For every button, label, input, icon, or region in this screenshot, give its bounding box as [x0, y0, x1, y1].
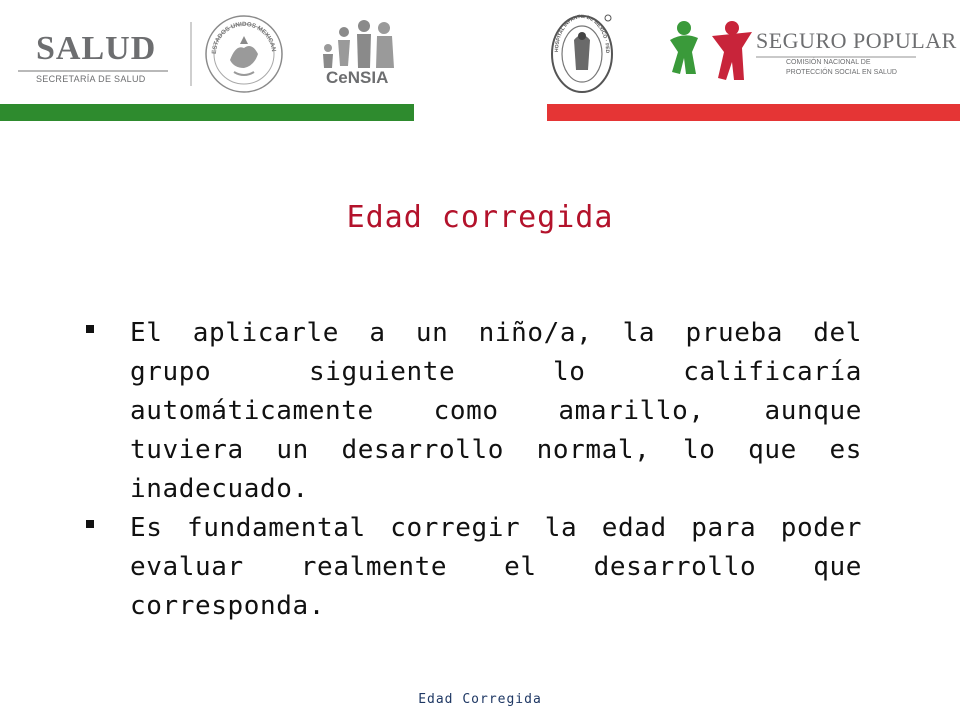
seguro-popular-subtitle-line2: PROTECCIÓN SOCIAL EN SALUD: [786, 69, 897, 76]
slide-footer: Edad Corregida: [418, 692, 542, 707]
hospital-emblem-icon: [548, 10, 616, 94]
censia-logo-word: CeNSIA: [326, 68, 389, 87]
salud-logo-word: SALUD: [36, 30, 157, 67]
salud-logo-subtitle: SECRETARÍA DE SALUD: [36, 74, 146, 84]
salud-logo: [18, 28, 168, 84]
hospital-infantil-logo: [548, 10, 616, 94]
bullet-text: Es fundamental corregir la edad para poder evaluar realmente el desarrollo que corresponda.: [130, 513, 862, 621]
bullet-list: [84, 314, 862, 626]
seguro-popular-title: SEGURO POPULAR: [756, 28, 957, 53]
eagle-seal-icon: [204, 14, 284, 94]
square-bullet-icon: [86, 520, 94, 528]
people-figures-icon: [668, 18, 752, 88]
family-figures-icon: [314, 18, 408, 70]
seguro-popular-subtitle: [786, 58, 906, 78]
mexico-seal-logo: [204, 14, 284, 94]
salud-logo-rule: [18, 70, 168, 72]
seguro-popular-logo: [668, 18, 957, 88]
square-bullet-icon: [86, 325, 94, 333]
seguro-popular-subtitle-line1: COMISIÓN NACIONAL DE: [786, 59, 871, 66]
red-header-bar: [547, 104, 960, 121]
hospital-arc-text: HOSPITAL INFANTIL DE MÉXICO · FED: [553, 13, 611, 54]
bullet-item: [84, 314, 862, 509]
slide-title: Edad corregida: [346, 200, 614, 235]
censia-logo: [314, 18, 408, 90]
bullet-text: El aplicarle a un niño/a, la prueba del grupo siguiente lo calificaría automáticamente como amarillo, aunque tuviera un desarrollo normal, lo que es inadecuado.: [130, 318, 862, 504]
seal-arc-text: ESTADOS UNIDOS MEXICAN: [210, 20, 277, 55]
bullet-item: [84, 509, 862, 626]
logo-divider: [190, 22, 192, 86]
green-header-bar: [0, 104, 414, 121]
slide-header: [0, 0, 960, 124]
